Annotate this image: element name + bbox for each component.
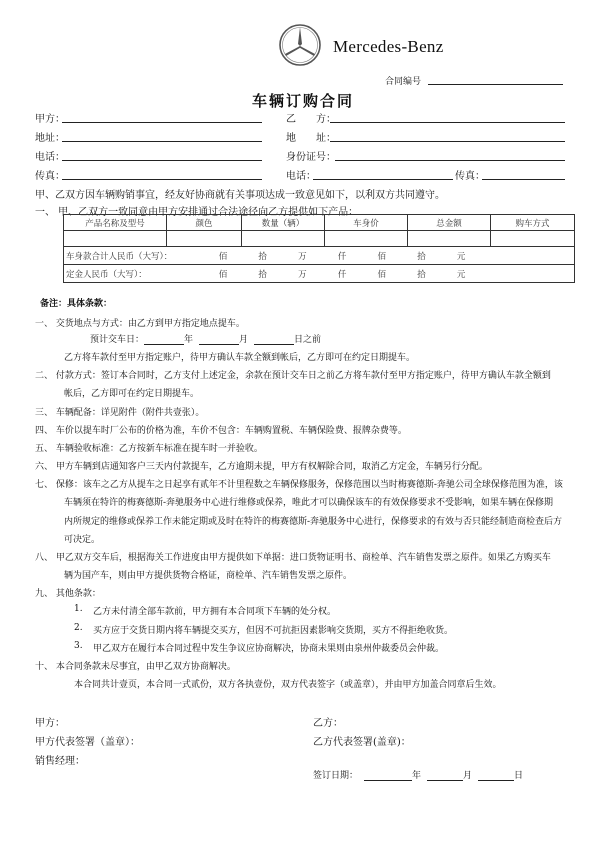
fax-b-field[interactable] bbox=[482, 179, 565, 180]
table-cell[interactable] bbox=[167, 231, 242, 247]
table-header-row bbox=[64, 215, 575, 231]
unit-shi: 拾 bbox=[417, 251, 426, 262]
clause-7-c: 内所规定的维修或保养工作未能定期或及时在特许的梅赛德斯-奔驰服务中心进行，保修要求的有效与否只能经制造商检查后方 bbox=[64, 517, 563, 527]
sign-day-field[interactable] bbox=[478, 770, 514, 781]
sign-party-b: 乙方： bbox=[313, 718, 343, 729]
delivery-day-field[interactable] bbox=[254, 334, 294, 345]
clause-1: 一、 交货地点与方式：由乙方到甲方指定地点提车。 bbox=[35, 319, 245, 329]
unit-shi: 拾 bbox=[258, 269, 267, 280]
unit-bai: 佰 bbox=[377, 269, 387, 280]
address-b-field[interactable] bbox=[330, 141, 565, 142]
clause-2-b: 帐后，乙方即可在约定日期提车。 bbox=[64, 389, 200, 399]
table-cell[interactable] bbox=[408, 231, 491, 247]
phone-a-label: 电话： bbox=[35, 152, 65, 163]
clause-9-3: 甲乙双方在履行本合同过程中发生争议应协商解决，协商未果则由泉州仲裁委员会仲裁。 bbox=[93, 644, 445, 654]
year-label: 年 bbox=[184, 335, 194, 345]
unit-wan: 万 bbox=[298, 251, 307, 262]
brand-name: Mercedes-Benz bbox=[333, 37, 444, 56]
clause-6: 六、 甲方车辆到店通知客户三天内付款提车，乙方逾期未提，甲方有权解除合同，取消乙方定金，车辆另行分配。 bbox=[35, 462, 488, 472]
product-table bbox=[63, 214, 575, 283]
clause-9-3-number: 3. bbox=[74, 641, 83, 651]
delivery-date-label: 预计交车日： bbox=[90, 335, 145, 345]
unit-bai: 佰 bbox=[218, 269, 228, 280]
total-amount-row bbox=[64, 247, 575, 265]
clause-9-1: 乙方未付清全部车款前，甲方拥有本合同项下车辆的处分权。 bbox=[93, 607, 337, 617]
id-number-field[interactable] bbox=[335, 160, 565, 161]
unit-bai: 佰 bbox=[377, 251, 387, 262]
table-row[interactable] bbox=[64, 231, 575, 247]
clause-1-title: 一、 甲、乙双方一致同意由甲方安排通过合法途径向乙方提供如下产品： bbox=[35, 207, 359, 218]
sign-rep-b: 乙方代表签署(盖章)： bbox=[313, 737, 411, 748]
delivery-month-field[interactable] bbox=[199, 334, 239, 345]
party-a-field[interactable] bbox=[62, 122, 262, 123]
fax-b-label: 传真： bbox=[455, 171, 485, 182]
unit-yuan: 元 bbox=[456, 269, 466, 280]
sign-year-field[interactable] bbox=[364, 770, 412, 781]
unit-wan: 万 bbox=[298, 269, 307, 280]
clause-8-b: 辆为国产车，则由甲方提供货物合格证，商检单、汽车销售发票之原件。 bbox=[64, 571, 353, 581]
sign-month-field[interactable] bbox=[427, 770, 463, 781]
total-amount-label: 车身款合计人民币（大写）： bbox=[66, 251, 173, 262]
unit-bai: 佰 bbox=[218, 251, 228, 262]
day-label: 日之前 bbox=[294, 335, 322, 345]
col-purchase-method: 购车方式 bbox=[491, 215, 575, 231]
clause-2-a: 二、 付款方式：签订本合同时，乙方支付上述定金，余款在预计交车日之前乙方将车款付至甲方指定账户，待甲方确认车款全额到 bbox=[35, 371, 551, 381]
clause-9-1-number: 1. bbox=[74, 604, 83, 614]
fax-a-field[interactable] bbox=[62, 179, 262, 180]
address-a-field[interactable] bbox=[62, 141, 262, 142]
clause-7-a: 七、 保修：该车之乙方从提车之日起享有贰年不计里程数之车辆保修服务，保修范围以当时梅赛德斯-奔驰公司全球保修范围为准，该 bbox=[35, 480, 563, 490]
unit-shi: 拾 bbox=[258, 251, 267, 262]
col-quantity: 数量（辆） bbox=[242, 215, 325, 231]
party-b-field[interactable] bbox=[330, 122, 565, 123]
unit-yuan: 元 bbox=[456, 251, 466, 262]
sales-manager-label: 销售经理： bbox=[35, 756, 85, 767]
sign-year-label: 年 bbox=[412, 771, 422, 781]
sign-date-row bbox=[313, 768, 523, 781]
table-cell[interactable] bbox=[64, 231, 167, 247]
col-total: 总金额 bbox=[408, 215, 491, 231]
sign-rep-a: 甲方代表签署（盖章）： bbox=[35, 737, 140, 748]
id-number-label: 身份证号： bbox=[286, 152, 336, 163]
fax-a-label: 传真： bbox=[35, 171, 65, 182]
col-color: 颜色 bbox=[167, 215, 242, 231]
phone-a-field[interactable] bbox=[62, 160, 262, 161]
table-cell[interactable] bbox=[325, 231, 408, 247]
sign-party-a: 甲方： bbox=[35, 718, 65, 729]
contract-no-field[interactable] bbox=[428, 84, 563, 85]
intro-text: 甲、乙双方因车辆购销事宜，经友好协商就有关事项达成一致意见如下，以利双方共同遵守。 bbox=[35, 190, 445, 201]
col-product: 产品名称及型号 bbox=[64, 215, 167, 231]
clause-5: 五、 车辆验收标准：乙方按新车标准在提车时一并验收。 bbox=[35, 444, 263, 454]
table-cell[interactable] bbox=[491, 231, 575, 247]
deposit-row bbox=[64, 265, 575, 283]
delivery-year-field[interactable] bbox=[144, 334, 184, 345]
phone-b-label: 电话： bbox=[286, 171, 316, 182]
clause-1-date-row bbox=[90, 332, 321, 345]
clause-9: 九、 其他条款： bbox=[35, 589, 101, 599]
col-price: 车身价 bbox=[325, 215, 408, 231]
mercedes-star-logo bbox=[278, 23, 322, 67]
unit-qian: 仟 bbox=[337, 251, 347, 262]
address-b-label: 地 址： bbox=[286, 133, 336, 144]
deposit-label: 定金人民币（大写）： bbox=[66, 269, 147, 280]
clause-8-a: 八、 甲乙双方交车后，根据海关工作进度由甲方提供如下单据：进口货物证明书、商检单、汽车销售发票之原件。如果乙方购买车 bbox=[35, 553, 551, 563]
party-a-label: 甲方： bbox=[35, 114, 65, 125]
clause-10: 十、 本合同条款未尽事宜，由甲乙双方协商解决。 bbox=[35, 662, 236, 672]
sign-day-label: 日 bbox=[514, 771, 524, 781]
unit-shi: 拾 bbox=[417, 269, 426, 280]
party-b-label: 乙 方： bbox=[286, 114, 336, 125]
clause-3: 三、 车辆配备：详见附件（附件共壹张）。 bbox=[35, 408, 205, 418]
notes-title: 备注：具体条款： bbox=[40, 299, 113, 309]
address-a-label: 地址： bbox=[35, 133, 65, 144]
clause-7-b: 车辆须在特许的梅赛德斯-奔驰服务中心进行维修或保养，唯此才可以确保该车的有效保修要求不受影响，如果车辆在保修期 bbox=[64, 498, 554, 508]
sign-month-label: 月 bbox=[463, 771, 473, 781]
clause-4: 四、 车价以提车时厂公布的价格为准，车价不包含：车辆购置税、车辆保险费、报牌杂费等。 bbox=[35, 426, 407, 436]
phone-b-field[interactable] bbox=[313, 179, 453, 180]
page-title: 车辆订购合同 bbox=[252, 92, 355, 110]
contract-no-label: 合同编号 bbox=[385, 77, 422, 87]
sign-date-label: 签订日期： bbox=[313, 771, 359, 781]
clause-7-d: 可决定。 bbox=[64, 535, 101, 545]
month-label: 月 bbox=[239, 335, 249, 345]
unit-qian: 仟 bbox=[337, 269, 347, 280]
clause-10-b: 本合同共计壹页，本合同一式贰份，双方各执壹份，双方代表签字（或盖章），并由甲方加盖合同章后生效。 bbox=[74, 680, 502, 690]
table-cell[interactable] bbox=[242, 231, 325, 247]
clause-1-b: 乙方将车款付至甲方指定账户，待甲方确认车款全额到帐后，乙方即可在约定日期提车。 bbox=[64, 353, 416, 363]
clause-9-2: 买方应于交货日期内将车辆提交买方，但因不可抗拒因素影响交货期，买方不得拒绝收货。 bbox=[93, 626, 454, 636]
clause-9-2-number: 2. bbox=[74, 623, 83, 633]
